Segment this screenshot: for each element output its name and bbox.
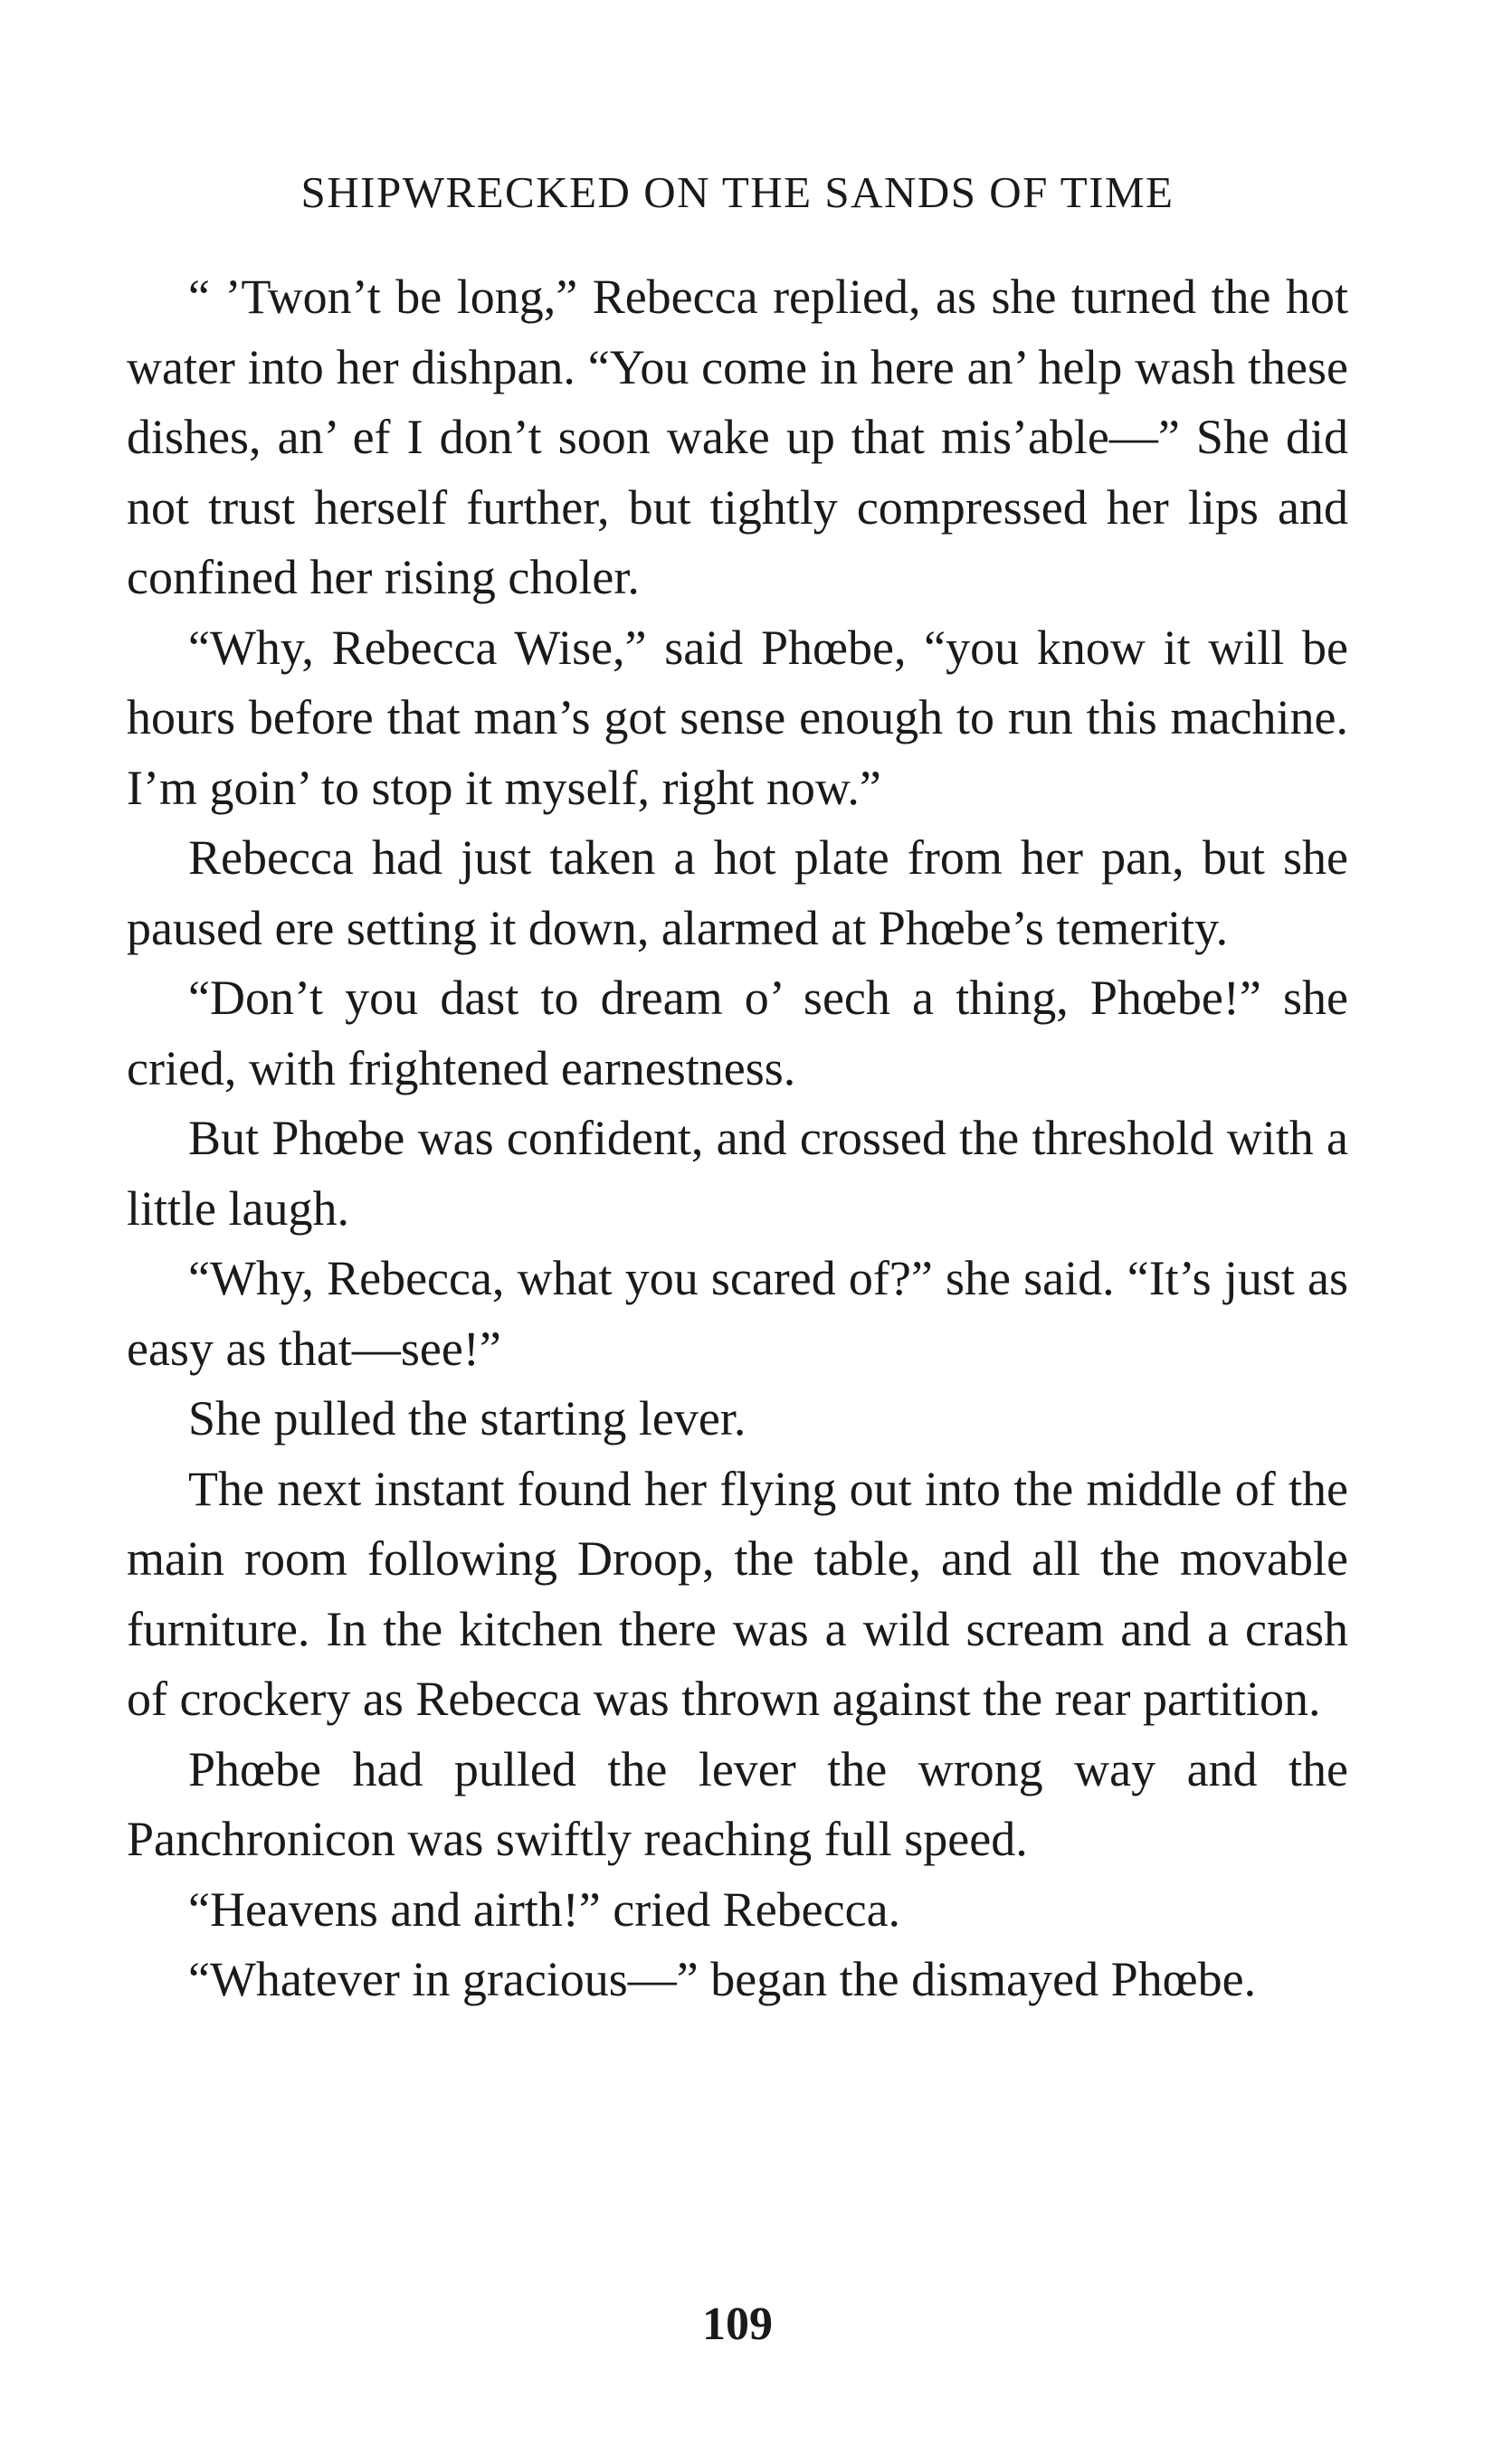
paragraph: “Why, Rebecca Wise,” said Phœbe, “you know it will be hours before that man’s got sense enough to run this machine. I’m goin’ to stop it myself, right now.” bbox=[127, 620, 1348, 815]
paragraph: “Heavens and airth!” cried Rebecca. bbox=[188, 1881, 901, 1937]
page-number: 109 bbox=[702, 2298, 773, 2350]
paragraph: The next instant found her flying out into the middle of the main room following Droop, the table, and all the movable furniture. In the kitchen there was a wild scream and a crash of crockery as Rebecca was thrown against the rear partition. bbox=[127, 1461, 1348, 1726]
paragraph: She pulled the starting lever. bbox=[188, 1391, 746, 1445]
paragraph: Rebecca had just taken a hot plate from her pan, but she paused ere setting it down, alarmed at Phœbe’s temerity. bbox=[127, 830, 1348, 955]
body-text bbox=[127, 262, 1348, 2015]
paragraph: “Don’t you dast to dream o’ sech a thing, Phœbe!” she cried, with frightened earnestness. bbox=[127, 971, 1348, 1095]
paragraph: Phœbe had pulled the lever the wrong way and the Panchronicon was swiftly reaching full speed. bbox=[127, 1741, 1348, 1866]
paragraph: “Why, Rebecca, what you scared of?” she said. “It’s just as easy as that—see!” bbox=[127, 1251, 1348, 1376]
paragraph: “Whatever in gracious—” began the dismayed Phœbe. bbox=[188, 1952, 1257, 2006]
paragraph: But Phœbe was confident, and crossed the threshold with a little laugh. bbox=[127, 1111, 1348, 1236]
running-head: SHIPWRECKED ON THE SANDS OF TIME bbox=[300, 167, 1174, 217]
paragraph: “ ’Twon’t be long,” Rebecca replied, as she turned the hot water into her dishpan. “You come in here an’ help wash these dishes, an’ ef I don’t soon wake up that mis’able—” She did not trust herself further, but tightly compressed her lips and confined her rising choler. bbox=[127, 270, 1348, 604]
